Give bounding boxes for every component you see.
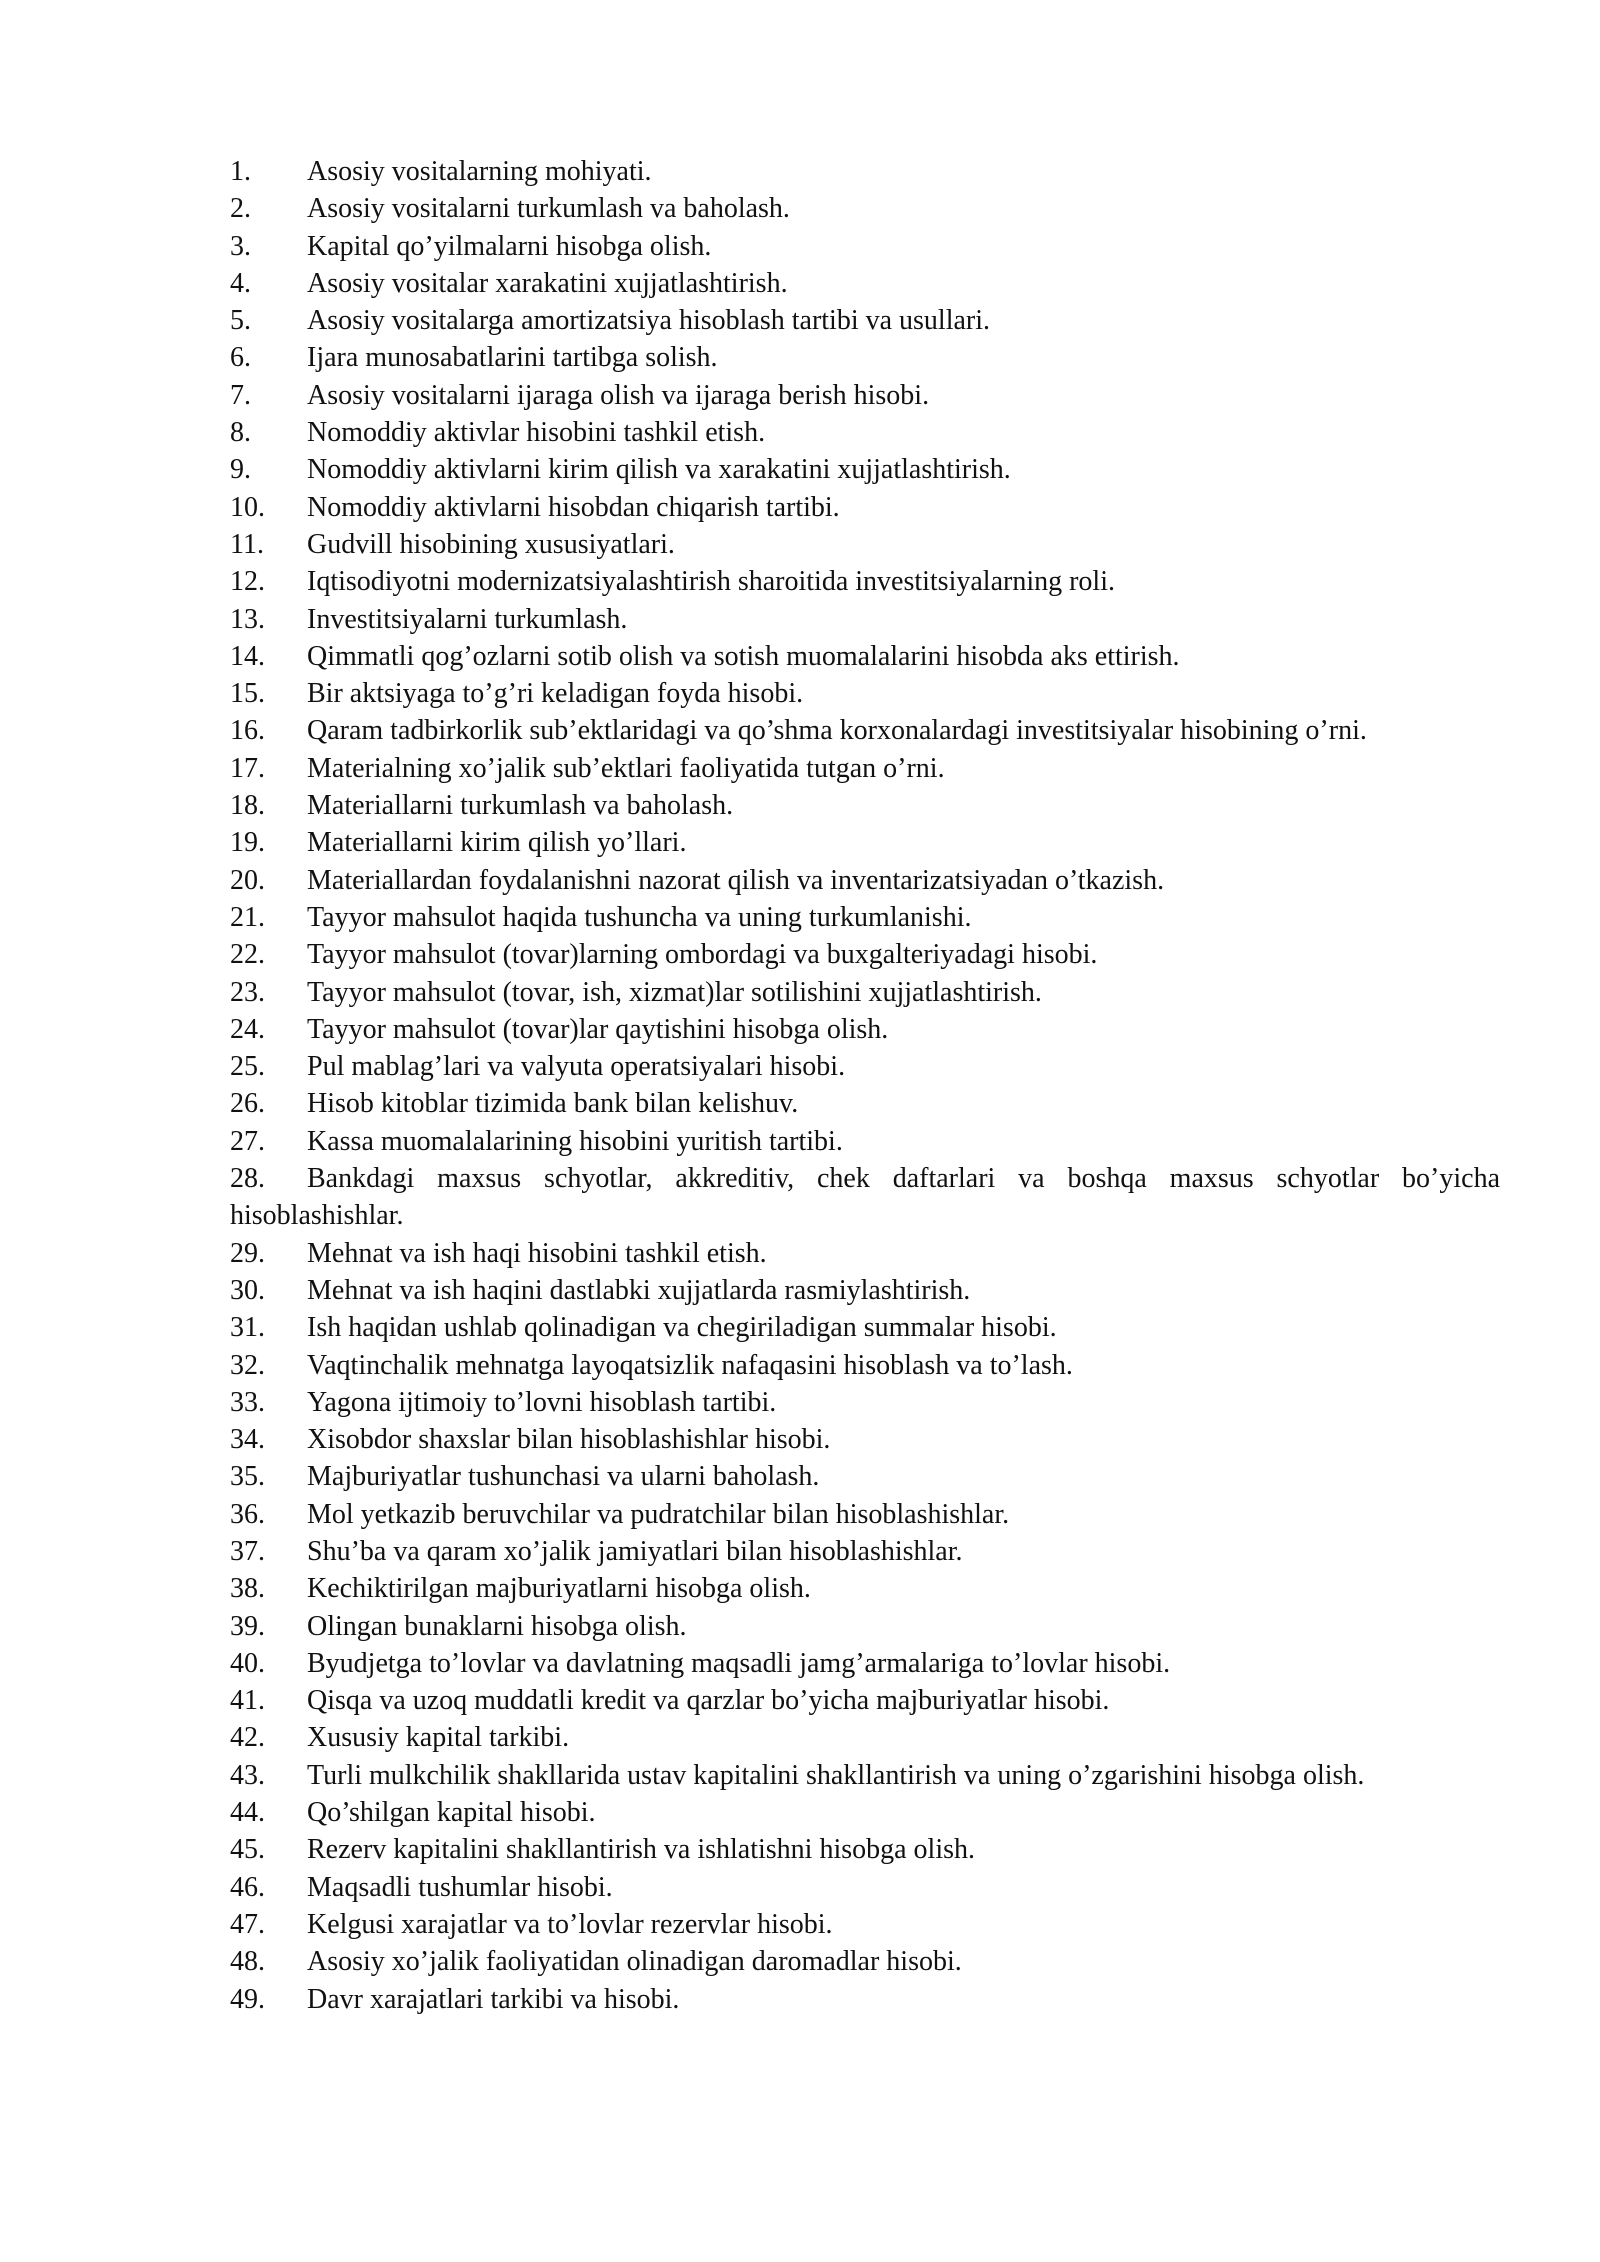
item-number: 36. <box>230 1498 265 1530</box>
list-item <box>230 339 1500 376</box>
item-text: Materiallarni kirim qilish yo’llari. <box>307 827 687 859</box>
list-item <box>230 712 1500 749</box>
list-item <box>230 153 1500 190</box>
item-number: 9. <box>230 454 251 486</box>
list-item <box>230 750 1500 787</box>
item-text: Qo’shilgan kapital hisobi. <box>307 1797 596 1829</box>
list-item <box>230 1719 1500 1756</box>
topic-list <box>230 153 1500 2018</box>
item-number: 29. <box>230 1237 265 1269</box>
item-number: 17. <box>230 752 265 784</box>
list-item <box>230 638 1500 675</box>
item-text: Qimmatli qog’ozlarni sotib olish va sotish muomalalarini hisobda aks ettirish. <box>307 640 1180 672</box>
item-number: 23. <box>230 976 265 1008</box>
item-number: 34. <box>230 1424 265 1456</box>
list-item <box>230 1608 1500 1645</box>
item-text: Kechiktirilgan majburiyatlarni hisobga olish. <box>307 1573 811 1605</box>
list-item <box>230 1794 1500 1831</box>
item-number: 6. <box>230 342 251 374</box>
item-number: 38. <box>230 1573 265 1605</box>
item-number: 26. <box>230 1088 265 1120</box>
item-number: 37. <box>230 1535 265 1567</box>
document-page <box>230 153 1500 2018</box>
list-item <box>230 377 1500 414</box>
item-number: 43. <box>230 1759 265 1791</box>
item-text: Tayyor mahsulot (tovar)lar qaytishini hisobga olish. <box>307 1013 889 1045</box>
item-number: 28. <box>230 1163 265 1195</box>
item-text: Byudjetga to’lovlar va davlatning maqsadli jamg’armalariga to’lovlar hisobi. <box>307 1647 1171 1679</box>
item-number: 3. <box>230 230 251 262</box>
list-item <box>230 414 1500 451</box>
item-number: 39. <box>230 1610 265 1642</box>
item-number: 35. <box>230 1461 265 1493</box>
item-text: Kassa muomalalarining hisobini yuritish tartibi. <box>307 1125 843 1157</box>
item-number: 7. <box>230 379 251 411</box>
list-item <box>230 1645 1500 1682</box>
item-text: Asosiy vositalarni ijaraga olish va ijaraga berish hisobi. <box>307 379 930 411</box>
list-item <box>230 1272 1500 1309</box>
item-number: 47. <box>230 1908 265 1940</box>
item-number: 1. <box>230 156 251 187</box>
list-item <box>230 1048 1500 1085</box>
item-text: Gudvill hisobining xususiyatlari. <box>307 528 675 560</box>
list-item <box>230 1458 1500 1495</box>
item-text: Davr xarajatlari tarkibi va hisobi. <box>307 1983 680 2015</box>
item-number: 18. <box>230 790 265 822</box>
item-text: Bankdagi maxsus schyotlar, akkreditiv, chek daftarlari va boshqa maxsus schyotlar bo’yicha hisoblashishlar. <box>230 1163 1500 1232</box>
item-number: 45. <box>230 1834 265 1866</box>
item-text: Ijara munosabatlarini tartibga solish. <box>307 342 718 374</box>
item-number: 46. <box>230 1871 265 1903</box>
item-number: 33. <box>230 1386 265 1418</box>
list-item <box>230 675 1500 712</box>
item-text: Hisob kitoblar tizimida bank bilan kelishuv. <box>307 1088 799 1120</box>
item-text: Iqtisodiyotni modernizatsiyalashtirish sharoitida investitsiyalarning roli. <box>307 566 1115 598</box>
item-text: Mol yetkazib beruvchilar va pudratchilar bilan hisoblashishlar. <box>307 1498 1010 1530</box>
item-text: Materiallarni turkumlash va baholash. <box>307 790 734 822</box>
list-item <box>230 1943 1500 1980</box>
list-item <box>230 489 1500 526</box>
list-item <box>230 302 1500 339</box>
item-number: 2. <box>230 193 251 225</box>
item-text: Asosiy vositalar xarakatini xujjatlashtirish. <box>307 267 788 299</box>
item-number: 16. <box>230 715 265 747</box>
list-item <box>230 1496 1500 1533</box>
list-item <box>230 190 1500 227</box>
item-text: Qisqa va uzoq muddatli kredit va qarzlar bo’yicha majburiyatlar hisobi. <box>307 1685 1110 1717</box>
item-text: Asosiy vositalarga amortizatsiya hisoblash tartibi va usullari. <box>307 305 991 337</box>
item-text: Xisobdor shaxslar bilan hisoblashishlar hisobi. <box>307 1424 831 1456</box>
item-number: 15. <box>230 678 265 710</box>
list-item <box>230 601 1500 638</box>
list-item <box>230 1085 1500 1122</box>
list-item <box>230 1831 1500 1868</box>
item-number: 49. <box>230 1983 265 2015</box>
list-item <box>230 1869 1500 1906</box>
list-item <box>230 1011 1500 1048</box>
list-item <box>230 1123 1500 1160</box>
item-text: Shu’ba va qaram xo’jalik jamiyatlari bilan hisoblashishlar. <box>307 1535 963 1567</box>
item-number: 14. <box>230 640 265 672</box>
list-item <box>230 1160 1500 1235</box>
list-item <box>230 451 1500 488</box>
list-item <box>230 1309 1500 1346</box>
list-item <box>230 526 1500 563</box>
item-number: 19. <box>230 827 265 859</box>
item-text: Tayyor mahsulot haqida tushuncha va uning turkumlanishi. <box>307 901 972 933</box>
item-text: Mehnat va ish haqi hisobini tashkil etish. <box>307 1237 767 1269</box>
list-item <box>230 974 1500 1011</box>
item-number: 21. <box>230 901 265 933</box>
item-number: 42. <box>230 1722 265 1754</box>
item-text: Mehnat va ish haqini dastlabki xujjatlarda rasmiylashtirish. <box>307 1274 971 1306</box>
item-number: 30. <box>230 1274 265 1306</box>
item-text: Bir aktsiyaga to’g’ri keladigan foyda hisobi. <box>307 678 804 710</box>
list-item <box>230 228 1500 265</box>
item-text: Qaram tadbirkorlik sub’ektlaridagi va qo’shma korxonalardagi investitsiyalar hisobining o’rni. <box>307 715 1367 747</box>
item-text: Asosiy xo’jalik faoliyatidan olinadigan daromadlar hisobi. <box>307 1946 962 1978</box>
item-text: Majburiyatlar tushunchasi va ularni baholash. <box>307 1461 820 1493</box>
list-item <box>230 862 1500 899</box>
list-item <box>230 1384 1500 1421</box>
list-item <box>230 1906 1500 1943</box>
item-number: 41. <box>230 1685 265 1717</box>
item-text: Ish haqidan ushlab qolinadigan va chegiriladigan summalar hisobi. <box>307 1312 1057 1344</box>
item-text: Nomoddiy aktivlarni hisobdan chiqarish tartibi. <box>307 491 840 523</box>
item-text: Olingan bunaklarni hisobga olish. <box>307 1610 687 1642</box>
item-text: Xususiy kapital tarkibi. <box>307 1722 570 1754</box>
item-number: 27. <box>230 1125 265 1157</box>
item-number: 10. <box>230 491 265 523</box>
list-item <box>230 1347 1500 1384</box>
item-text: Kapital qo’yilmalarni hisobga olish. <box>307 230 712 262</box>
item-number: 12. <box>230 566 265 598</box>
item-number: 5. <box>230 305 251 337</box>
item-text: Turli mulkchilik shakllarida ustav kapitalini shakllantirish va uning o’zgarishini hisobga olish. <box>307 1759 1365 1791</box>
item-number: 24. <box>230 1013 265 1045</box>
item-text: Pul mablag’lari va valyuta operatsiyalari hisobi. <box>307 1051 846 1083</box>
item-number: 4. <box>230 267 251 299</box>
item-number: 22. <box>230 939 265 971</box>
item-text: Nomoddiy aktivlar hisobini tashkil etish. <box>307 417 766 449</box>
item-text: Asosiy vositalarning mohiyati. <box>307 156 652 187</box>
item-number: 48. <box>230 1946 265 1978</box>
list-item <box>230 1757 1500 1794</box>
item-number: 44. <box>230 1797 265 1829</box>
list-item <box>230 1421 1500 1458</box>
list-item <box>230 1235 1500 1272</box>
item-text: Materialning xo’jalik sub’ektlari faoliyatida tutgan o’rni. <box>307 752 945 784</box>
list-item <box>230 563 1500 600</box>
item-text: Tayyor mahsulot (tovar, ish, xizmat)lar sotilishini xujjatlashtirish. <box>307 976 1042 1008</box>
list-item <box>230 265 1500 302</box>
item-text: Investitsiyalarni turkumlash. <box>307 603 628 635</box>
item-text: Nomoddiy aktivlarni kirim qilish va xarakatini xujjatlashtirish. <box>307 454 1011 486</box>
item-text: Vaqtinchalik mehnatga layoqatsizlik nafaqasini hisoblash va to’lash. <box>307 1349 1073 1381</box>
list-item <box>230 1981 1500 2018</box>
item-number: 40. <box>230 1647 265 1679</box>
item-text: Tayyor mahsulot (tovar)larning ombordagi va buxgalteriyadagi hisobi. <box>307 939 1098 971</box>
list-item <box>230 1533 1500 1570</box>
item-number: 32. <box>230 1349 265 1381</box>
item-number: 25. <box>230 1051 265 1083</box>
list-item <box>230 824 1500 861</box>
item-text: Kelgusi xarajatlar va to’lovlar rezervlar hisobi. <box>307 1908 833 1940</box>
item-number: 20. <box>230 864 265 896</box>
list-item <box>230 787 1500 824</box>
item-text: Yagona ijtimoiy to’lovni hisoblash tartibi. <box>307 1386 777 1418</box>
item-text: Materiallardan foydalanishni nazorat qilish va inventarizatsiyadan o’tkazish. <box>307 864 1165 896</box>
list-item <box>230 899 1500 936</box>
item-number: 8. <box>230 417 251 449</box>
item-number: 11. <box>230 528 264 560</box>
item-text: Rezerv kapitalini shakllantirish va ishlatishni hisobga olish. <box>307 1834 976 1866</box>
list-item <box>230 1570 1500 1607</box>
item-number: 31. <box>230 1312 265 1344</box>
item-text: Asosiy vositalarni turkumlash va baholash. <box>307 193 790 225</box>
item-text: Maqsadli tushumlar hisobi. <box>307 1871 613 1903</box>
list-item <box>230 1682 1500 1719</box>
item-number: 13. <box>230 603 265 635</box>
list-item <box>230 936 1500 973</box>
